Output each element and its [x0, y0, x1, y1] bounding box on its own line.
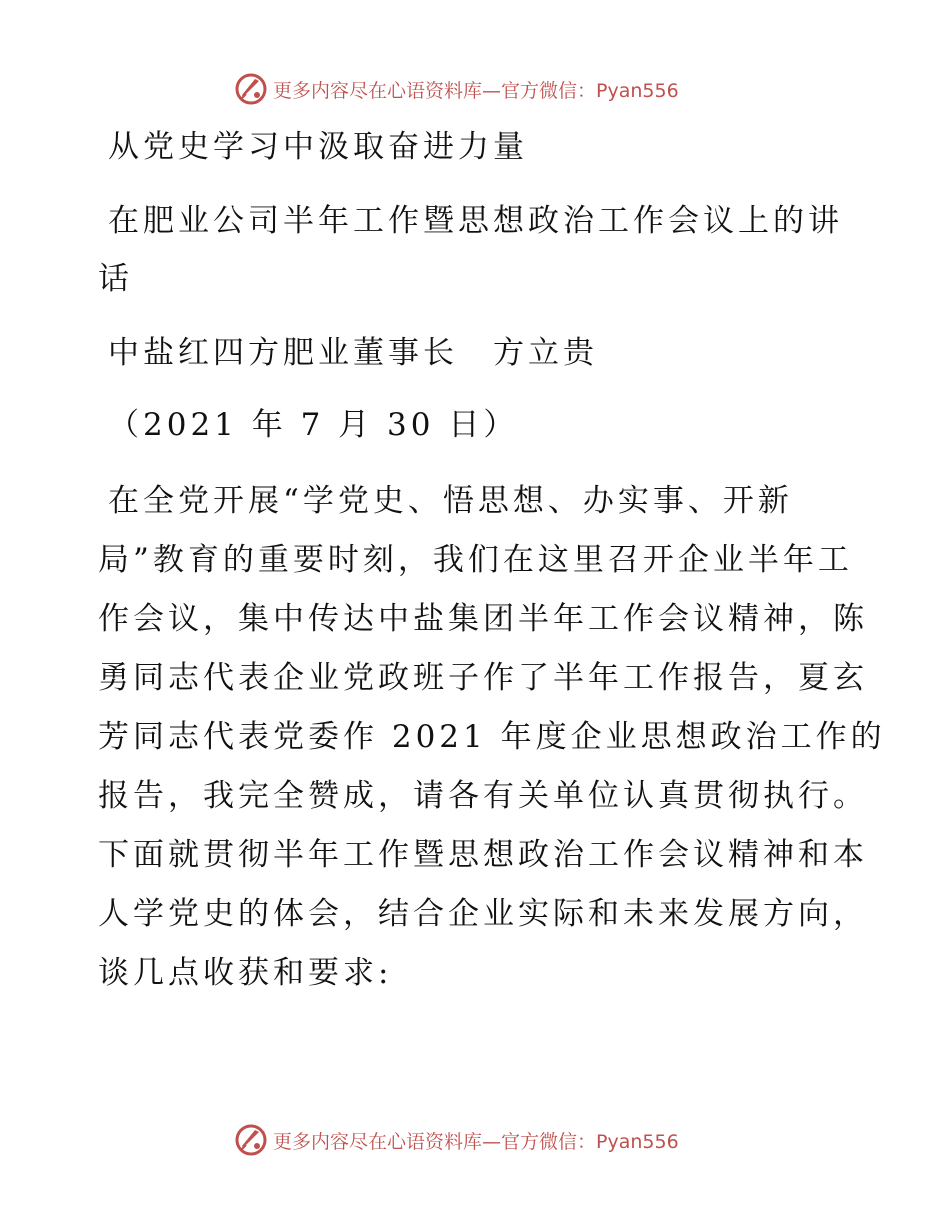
body-line: 人学党史的体会，结合企业实际和未来发展方向， — [98, 896, 868, 932]
document-date: （2021 年 7 月 30 日） — [108, 407, 519, 443]
quill-logo-icon — [233, 1122, 269, 1158]
document-title: 从党史学习中汲取奋进力量 — [108, 129, 528, 165]
document-subtitle-line-2: 话 — [98, 261, 133, 297]
body-line: 在全党开展“学党史、悟思想、办实事、开新 — [108, 483, 793, 519]
watermark-text: 更多内容尽在心语资料库—官方微信：Pyan556 — [273, 79, 679, 102]
body-line: 作会议，集中传达中盐集团半年工作会议精神，陈 — [98, 601, 868, 637]
header-watermark — [233, 71, 679, 107]
body-line: 芳同志代表党委作 2021 年度企业思想政治工作的 — [98, 719, 886, 755]
watermark-text: 更多内容尽在心语资料库—官方微信：Pyan556 — [273, 1130, 679, 1153]
body-line: 报告，我完全赞成，请各有关单位认真贯彻执行。 — [98, 778, 868, 814]
body-line: 下面就贯彻半年工作暨思想政治工作会议精神和本 — [98, 837, 868, 873]
document-subtitle-line-1: 在肥业公司半年工作暨思想政治工作会议上的讲 — [108, 203, 843, 239]
body-line: 谈几点收获和要求: — [98, 955, 393, 991]
body-line: 勇同志代表企业党政班子作了半年工作报告，夏玄 — [98, 660, 868, 696]
footer-watermark — [233, 1122, 679, 1158]
body-line: 局”教育的重要时刻，我们在这里召开企业半年工 — [98, 542, 853, 578]
quill-logo-icon — [233, 71, 269, 107]
document-author: 中盐红四方肥业董事长 方立贵 — [108, 335, 598, 371]
